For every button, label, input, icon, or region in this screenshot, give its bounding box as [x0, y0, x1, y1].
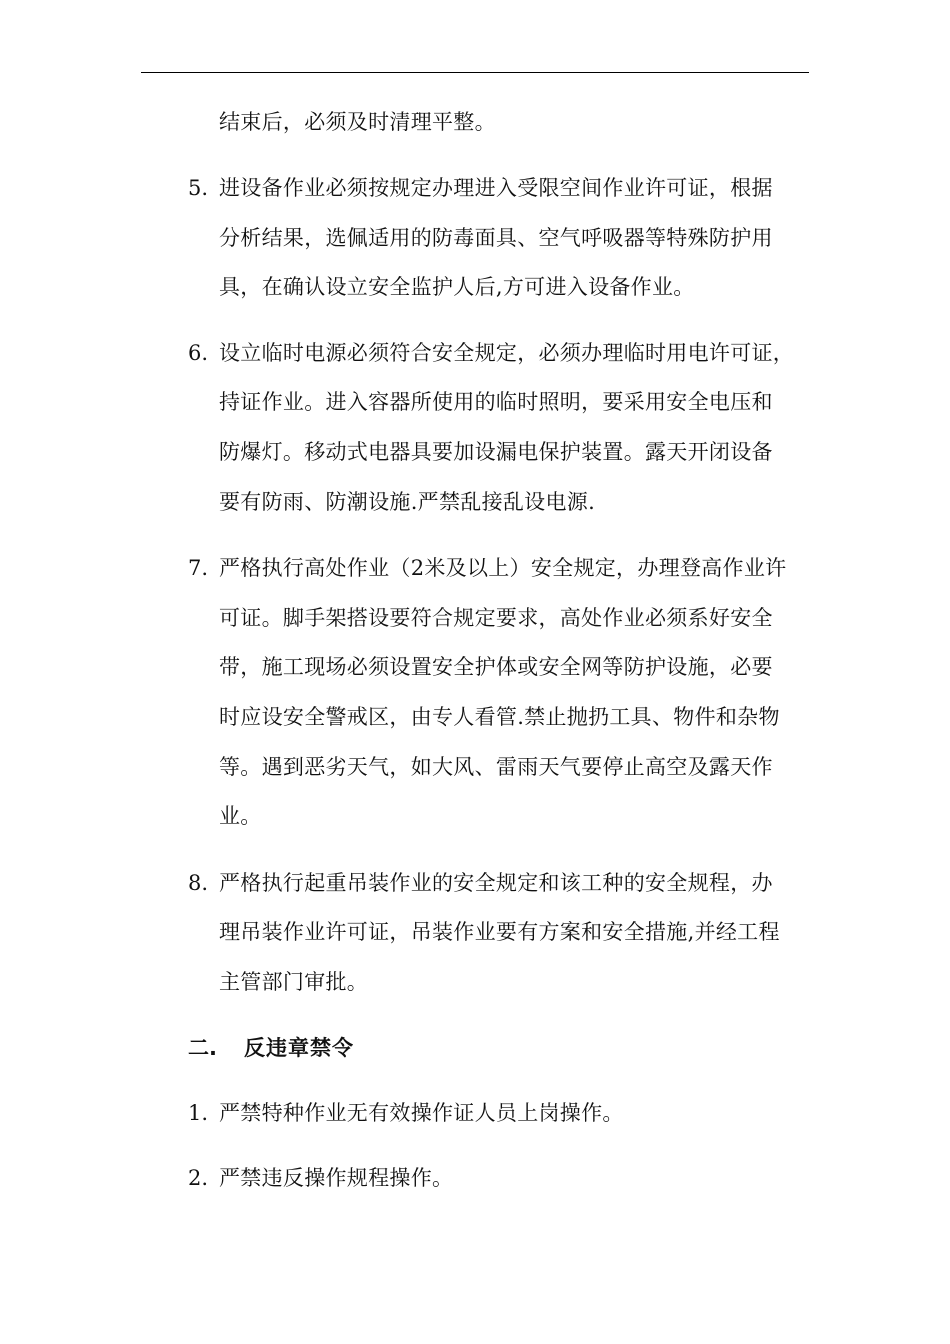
section-heading-title: 反违章禁令	[244, 1036, 354, 1060]
list-item-line: 严禁特种作业无有效操作证人员上岗操作。	[219, 1101, 624, 1125]
list-item-line: 严格执行高处作业（2米及以上）安全规定，办理登高作业许	[219, 556, 787, 580]
list-item-number: 7.	[188, 556, 209, 580]
list-item-line: 分析结果，选佩适用的防毒面具、空气呼吸器等特殊防护用	[219, 226, 773, 250]
list-item-number: 2.	[188, 1166, 209, 1190]
header-rule	[141, 72, 809, 73]
list-item-line: 带，施工现场必须设置安全护体或安全网等防护设施，必要	[219, 655, 773, 679]
list-item-number: 1.	[188, 1101, 209, 1125]
continuation-line: 结束后，必须及时清理平整。	[219, 110, 496, 134]
list-item-line: 严格执行起重吊装作业的安全规定和该工种的安全规程，办	[219, 871, 773, 895]
list-item-line: 时应设安全警戒区，由专人看管.禁止抛扔工具、物件和杂物	[219, 705, 780, 729]
list-item-line: 要有防雨、防潮设施.严禁乱接乱设电源.	[219, 490, 596, 514]
list-item-line: 主管部门审批。	[219, 970, 369, 994]
list-item-number: 6.	[188, 341, 209, 365]
list-item-line: 等。遇到恶劣天气，如大风、雷雨天气要停止高空及露天作	[219, 755, 773, 779]
list-item-line: 进设备作业必须按规定办理进入受限空间作业许可证，根据	[219, 176, 773, 200]
list-item-number: 5.	[188, 176, 209, 200]
list-item-line: 业。	[219, 804, 262, 828]
list-item-line: 理吊装作业许可证，吊装作业要有方案和安全措施,并经工程	[219, 920, 780, 944]
list-item-line: 防爆灯。移动式电器具要加设漏电保护装置。露天开闭设备	[219, 440, 773, 464]
section-heading-number: 二.	[188, 1036, 217, 1060]
list-item-line: 设立临时电源必须符合安全规定，必须办理临时用电许可证，	[219, 341, 795, 365]
list-item-line: 严禁违反操作规程操作。	[219, 1166, 454, 1190]
list-item-line: 持证作业。进入容器所使用的临时照明，要采用安全电压和	[219, 390, 773, 414]
list-item-line: 具，在确认设立安全监护人后,方可进入设备作业。	[219, 275, 695, 299]
list-item-line: 可证。脚手架搭设要符合规定要求，高处作业必须系好安全	[219, 606, 773, 630]
list-item-number: 8.	[188, 871, 209, 895]
